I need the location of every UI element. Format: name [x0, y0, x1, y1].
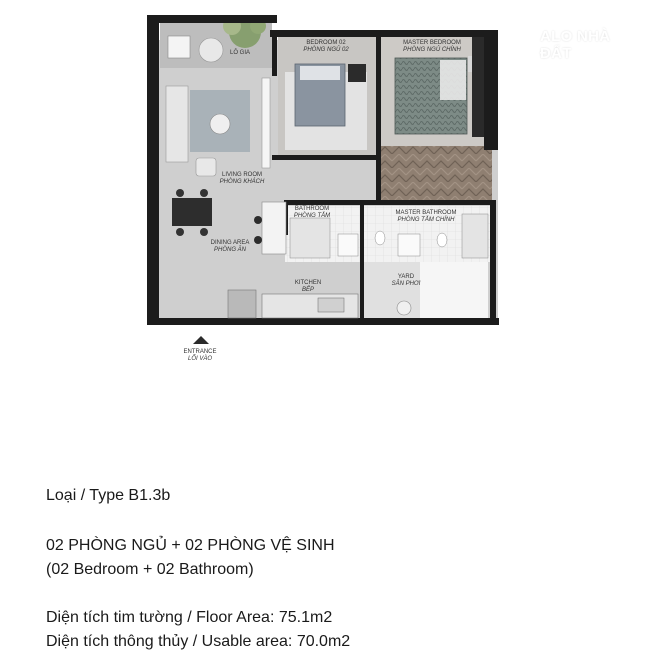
- dining-table: [172, 198, 212, 226]
- living-room-label-vi: PHÒNG KHÁCH: [219, 179, 265, 185]
- toilet: [437, 233, 447, 247]
- vanity: [398, 234, 420, 256]
- vanity: [338, 234, 358, 256]
- kitchen-label: KITCHEN: [294, 280, 322, 286]
- master-bedroom-label: MASTER BEDROOM: [403, 40, 461, 46]
- entrance-label-vi: LỐI VÀO: [187, 356, 213, 362]
- toilet: [375, 231, 385, 245]
- rooms-count-en: (02 Bedroom + 02 Bathroom): [46, 561, 254, 578]
- shower: [462, 214, 488, 258]
- kitchen-island: [262, 202, 286, 254]
- dining-area-label-vi: PHÒNG ĂN: [213, 247, 247, 253]
- armchair: [196, 158, 216, 176]
- usable-area: Diện tích thông thủy / Usable area: 70.0m2: [46, 633, 351, 650]
- fridge: [228, 290, 256, 318]
- coffee-table: [210, 114, 230, 134]
- living-room-label: LIVING ROOM: [221, 172, 263, 178]
- washing-machine: [397, 301, 411, 315]
- bathroom-label: BATHROOM: [294, 206, 330, 212]
- watermark-brand: ALO NHÀ ĐẤT: [540, 28, 611, 62]
- bedroom-02-label: BEDROOM 02: [306, 40, 346, 46]
- sink: [318, 298, 344, 312]
- kitchen-label-vi: BẾP: [301, 287, 315, 293]
- bedroom-02-label-vi: PHÒNG NGỦ 02: [303, 47, 349, 53]
- cabinet: [168, 36, 190, 58]
- logia-label: LÔ GIA: [229, 50, 251, 56]
- yard-label: YARD: [397, 274, 415, 280]
- master-bathroom-label-vi: PHÒNG TẮM CHÍNH: [397, 217, 455, 223]
- entrance-label: ENTRANCE: [183, 349, 217, 355]
- yard-label-vi: SÂN PHƠI: [391, 281, 421, 287]
- dining-area-label: DINING AREA: [210, 240, 250, 246]
- shower: [290, 218, 330, 258]
- wardrobe: [472, 37, 484, 137]
- floor-area: Diện tích tim tường / Floor Area: 75.1m2: [46, 609, 333, 626]
- entrance: [183, 336, 216, 362]
- sofa: [166, 86, 188, 162]
- watermark-domain: .com.vn: [590, 48, 622, 58]
- bathroom-label-vi: PHÒNG TẮM: [293, 213, 331, 219]
- round-table: [199, 38, 223, 62]
- entrance-arrow-icon: [193, 336, 209, 344]
- master-bathroom-label: MASTER BATHROOM: [395, 210, 457, 216]
- master-bedroom-label-vi: PHÒNG NGỦ CHÍNH: [403, 47, 461, 53]
- nightstand: [348, 64, 366, 82]
- rooms-count-vi: 02 PHÒNG NGỦ + 02 PHÒNG VỆ SINH: [46, 537, 335, 554]
- unit-type: Loại / Type B1.3b: [46, 487, 171, 504]
- tv-console: [262, 78, 270, 168]
- logia: [160, 16, 272, 68]
